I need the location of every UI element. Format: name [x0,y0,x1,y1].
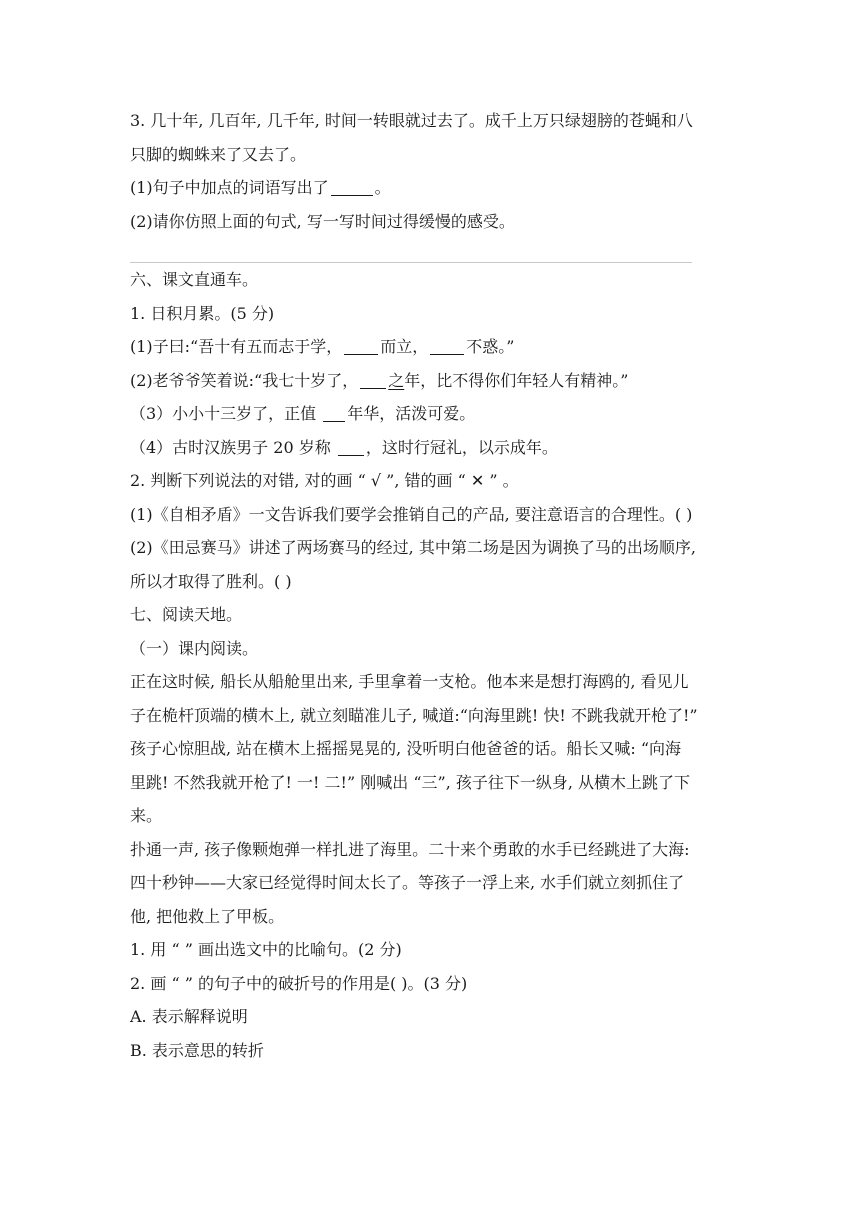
answer-blank[interactable] [430,336,464,355]
section6-q1-item-1 [130,330,730,364]
passage-line: 四十秒钟——大家已经觉得时间太长了。等孩子一浮上来, 水手们就立刻抓住了 [130,873,685,892]
section6-q2-item-2-line-2: 所以才取得了胜利。( ) [130,571,292,591]
answer-blank[interactable] [331,177,373,196]
q3-stem-line-1: 3. 几十年, 几百年, 几千年, 时间一转眼就过去了。成千上万只绿翅膀的苍蝇和八 [130,111,693,130]
answer-blank[interactable] [338,437,364,456]
worksheet-page [130,104,730,1067]
passage-line: 孩子心惊胆战, 站在横木上摇摇晃晃的, 没听明白他爸爸的话。船长又喊: “向海 [130,739,682,758]
section6-q1-item-2 [130,364,730,398]
q3-sub1-text: (1)句子中加点的词语写出了 [130,178,329,197]
q1-item2-text: (2)老爷爷笑着说:“我七十岁了， [130,370,359,390]
q1-item3-end: 年华，活泼可爱。 [347,404,476,423]
section7-q2: 2. 画 “ ” 的句子中的破折号的作用是( )。(3 分) [130,973,468,993]
section6-q1-title: 1. 日积月累。(5 分) [130,303,275,323]
answer-line[interactable] [130,262,692,263]
q1-item2-end: 年，比不得你们年轻人有精神。” [404,370,629,390]
q3-stem-line-2: 只脚的蜘蛛来了又去了。 [130,144,307,164]
passage-line: 来。 [130,806,163,825]
q1-item1-mid: 而立， [380,337,429,356]
q1-item2-underlined-char: 之 [388,370,405,390]
passage-line: 子在桅杆顶端的横木上, 就立刻瞄准儿子, 喊道:“向海里跳! 快! 不跳我就开枪了!” [130,705,698,725]
section6-q1-item-4 [130,431,730,465]
passage-line: 正在这时候, 船长从船舱里出来, 手里拿着一支枪。他本来是想打海鸥的, 看见儿 [130,672,689,691]
passage-line: 里跳! 不然我就开枪了! 一! 二!” 刚喊出 “三”, 孩子往下一纵身, 从横木上跳了下 [130,772,691,792]
section6-q2-item-1: (1)《自相矛盾》一文告诉我们要学会推销自己的产品, 要注意语言的合理性。( ) [130,504,693,524]
answer-blank[interactable] [323,403,345,422]
answer-line-spacer [130,238,730,263]
q3-sub-question-1 [130,171,730,205]
section7-q1: 1. 用 “ ” 画出选文中的比喻句。(2 分) [130,940,402,959]
section6-q2-title: 2. 判断下列说法的对错, 对的画 “ √ ”, 错的画 “ ✕ ” 。 [130,471,519,490]
q1-item3-text: （3）小小十三岁了，正值 [130,404,322,423]
q1-item1-end: 不惑。” [466,337,515,356]
passage-line: 扑通一声, 孩子像颗炮弹一样扎进了海里。二十来个勇敢的水手已经跳进了大海: [130,839,690,859]
option-a: A. 表示解释说明 [130,1007,248,1026]
section6-heading: 六、课文直通车。 [130,270,259,289]
answer-blank[interactable] [344,336,378,355]
section6-q1-item-3 [130,397,730,431]
q1-item1-text: (1)子曰:“吾十有五而志于学， [130,337,343,356]
answer-blank[interactable] [360,370,386,389]
section7-sub-heading: （一）课内阅读。 [130,638,259,658]
passage-line: 他, 把他救上了甲板。 [130,906,285,926]
option-b: B. 表示意思的转折 [130,1040,264,1060]
q3-sub-question-2: (2)请你仿照上面的句式, 写一写时间过得缓慢的感受。 [130,211,515,231]
section7-heading: 七、阅读天地。 [130,605,243,624]
q3-sub1-end: 。 [374,178,391,197]
section6-q2-item-2-line-1: (2)《田忌赛马》讲述了两场赛马的经过, 其中第二场是因为调换了马的出场顺序, [130,538,696,557]
q1-item4-end: ，这时行冠礼，以示成年。 [365,437,558,457]
q1-item4-text: （4）古时汉族男子 20 岁称 [130,437,336,457]
